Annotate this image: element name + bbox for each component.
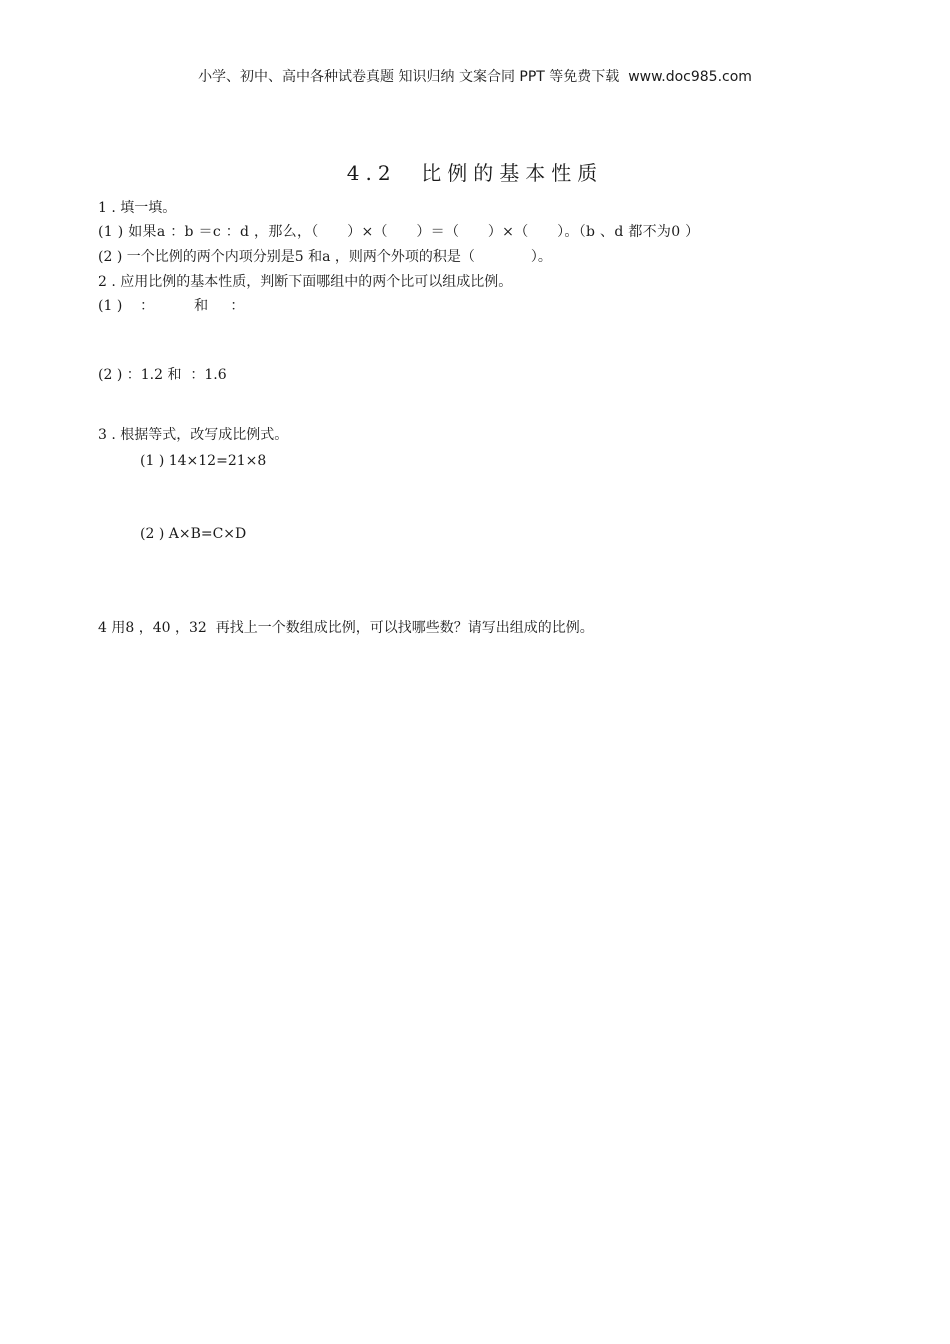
question-2-part-1: (1 ) ： 和 ： [98,298,245,314]
page-header: 小学、初中、高中各种试卷真题 知识归纳 文案合同 PPT 等免费下载 www.doc985.com [198,69,752,85]
question-3-part-1: (1 ) 14×12=21×8 [140,453,267,469]
question-3-heading: 3 . 根据等式，改写成比例式。 [98,427,289,443]
question-3-part-2: (2 ) A×B=C×D [140,526,247,542]
question-1-heading: 1 . 填一填。 [98,200,177,216]
page-title: 4.2 比例的基本性质 [346,161,604,185]
question-1-part-1: (1 ) 如果a ：b ＝c ：d ，那么，（ ）×（ ）＝（ ）×（ ）。（b 、d 都不为0 ） [98,224,700,240]
question-2-part-2: (2 ) ：1.2 和 ：1.6 [98,367,227,383]
question-2-heading: 2 . 应用比例的基本性质，判断下面哪组中的两个比可以组成比例。 [98,274,513,290]
question-4-text: 4 用8 ，40 ，32 再找上一个数组成比例，可以找哪些数？请写出组成的比例。 [98,620,594,636]
question-1-part-2: (2 ) 一个比例的两个内项分别是5 和a ，则两个外项的积是（ ）。 [98,249,552,265]
